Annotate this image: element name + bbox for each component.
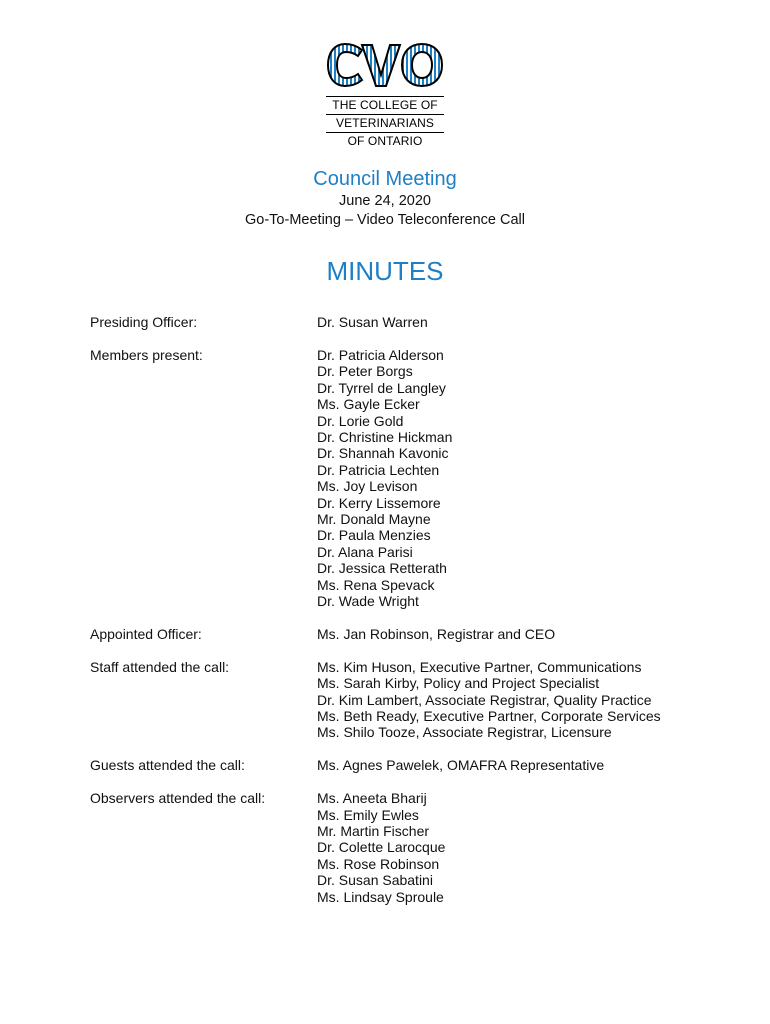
meeting-date: June 24, 2020	[339, 193, 431, 209]
attendance-label: Presiding Officer:	[90, 314, 198, 330]
attendee-name: Ms. Aneeta Bharij	[317, 790, 427, 807]
attendance-label: Guests attended the call:	[90, 757, 245, 774]
attendance-values	[317, 314, 690, 330]
attendee-name: Dr. Susan Sabatini	[317, 872, 433, 889]
meeting-venue: Go-To-Meeting – Video Teleconference Call	[245, 212, 525, 228]
cvo-logo-graphic	[326, 42, 444, 88]
attendee-name: Ms. Kim Huson, Executive Partner, Communications	[317, 658, 642, 675]
attendee-name: Ms. Shilo Tooze, Associate Registrar, Licensure	[317, 724, 612, 741]
attendance-row	[90, 757, 690, 773]
attendee-name: Dr. Jessica Retterath	[317, 560, 447, 577]
attendance-label: Appointed Officer:	[90, 625, 202, 642]
attendance-label: Members present:	[90, 346, 203, 363]
attendee-name: Ms. Joy Levison	[317, 478, 418, 495]
attendance-row	[90, 314, 690, 330]
attendance-list	[90, 314, 690, 922]
attendee-name: Ms. Beth Ready, Executive Partner, Corporate Services	[317, 708, 661, 725]
attendance-values	[317, 757, 690, 773]
attendance-row	[90, 659, 690, 741]
attendee-name: Dr. Alana Parisi	[317, 543, 413, 560]
attendance-row	[90, 790, 690, 905]
attendee-name: Dr. Shannah Kavonic	[317, 445, 449, 462]
organization-name	[326, 96, 444, 150]
meeting-title: Council Meeting	[313, 168, 457, 190]
attendee-name: Dr. Tyrrel de Langley	[317, 379, 446, 396]
org-name-line: OF ONTARIO	[347, 134, 423, 148]
attendee-name: Dr. Paula Menzies	[317, 527, 431, 544]
attendee-name: Dr. Peter Borgs	[317, 363, 413, 380]
attendance-row	[90, 347, 690, 610]
attendee-name: Ms. Rose Robinson	[317, 855, 440, 872]
attendance-row	[90, 626, 690, 642]
attendee-name: Dr. Kerry Lissemore	[317, 494, 441, 511]
attendee-name: Dr. Lorie Gold	[317, 412, 404, 429]
attendee-name: Dr. Patricia Alderson	[317, 346, 444, 363]
attendee-name: Ms. Agnes Pawelek, OMAFRA Representative	[317, 757, 605, 774]
attendance-values	[317, 626, 690, 642]
attendee-name: Ms. Lindsay Sproule	[317, 888, 444, 905]
attendee-name: Dr. Wade Wright	[317, 593, 419, 609]
attendee-name: Ms. Gayle Ecker	[317, 396, 420, 413]
cvo-logo-icon	[326, 42, 444, 88]
attendance-label: Observers attended the call:	[90, 790, 266, 807]
attendee-name: Ms. Rena Spevack	[317, 576, 435, 593]
attendance-values	[317, 347, 690, 610]
attendee-name: Mr. Martin Fischer	[317, 823, 430, 840]
attendee-name: Dr. Kim Lambert, Associate Registrar, Quality Practice	[317, 691, 652, 708]
org-name-line: VETERINARIANS	[336, 116, 434, 130]
document-title: MINUTES	[326, 256, 444, 286]
attendee-name: Ms. Emily Ewles	[317, 806, 419, 823]
attendance-values	[317, 659, 690, 741]
org-name-line: THE COLLEGE OF	[332, 98, 438, 112]
attendee-name: Dr. Susan Warren	[317, 314, 428, 330]
attendee-name: Dr. Patricia Lechten	[317, 461, 440, 478]
attendance-values	[317, 790, 690, 905]
attendee-name: Dr. Christine Hickman	[317, 428, 453, 445]
attendance-label: Staff attended the call:	[90, 658, 230, 675]
attendee-name: Ms. Sarah Kirby, Policy and Project Specialist	[317, 675, 600, 692]
attendee-name: Mr. Donald Mayne	[317, 510, 431, 527]
attendee-name: Dr. Colette Larocque	[317, 839, 446, 856]
attendee-name: Ms. Jan Robinson, Registrar and CEO	[317, 625, 556, 642]
